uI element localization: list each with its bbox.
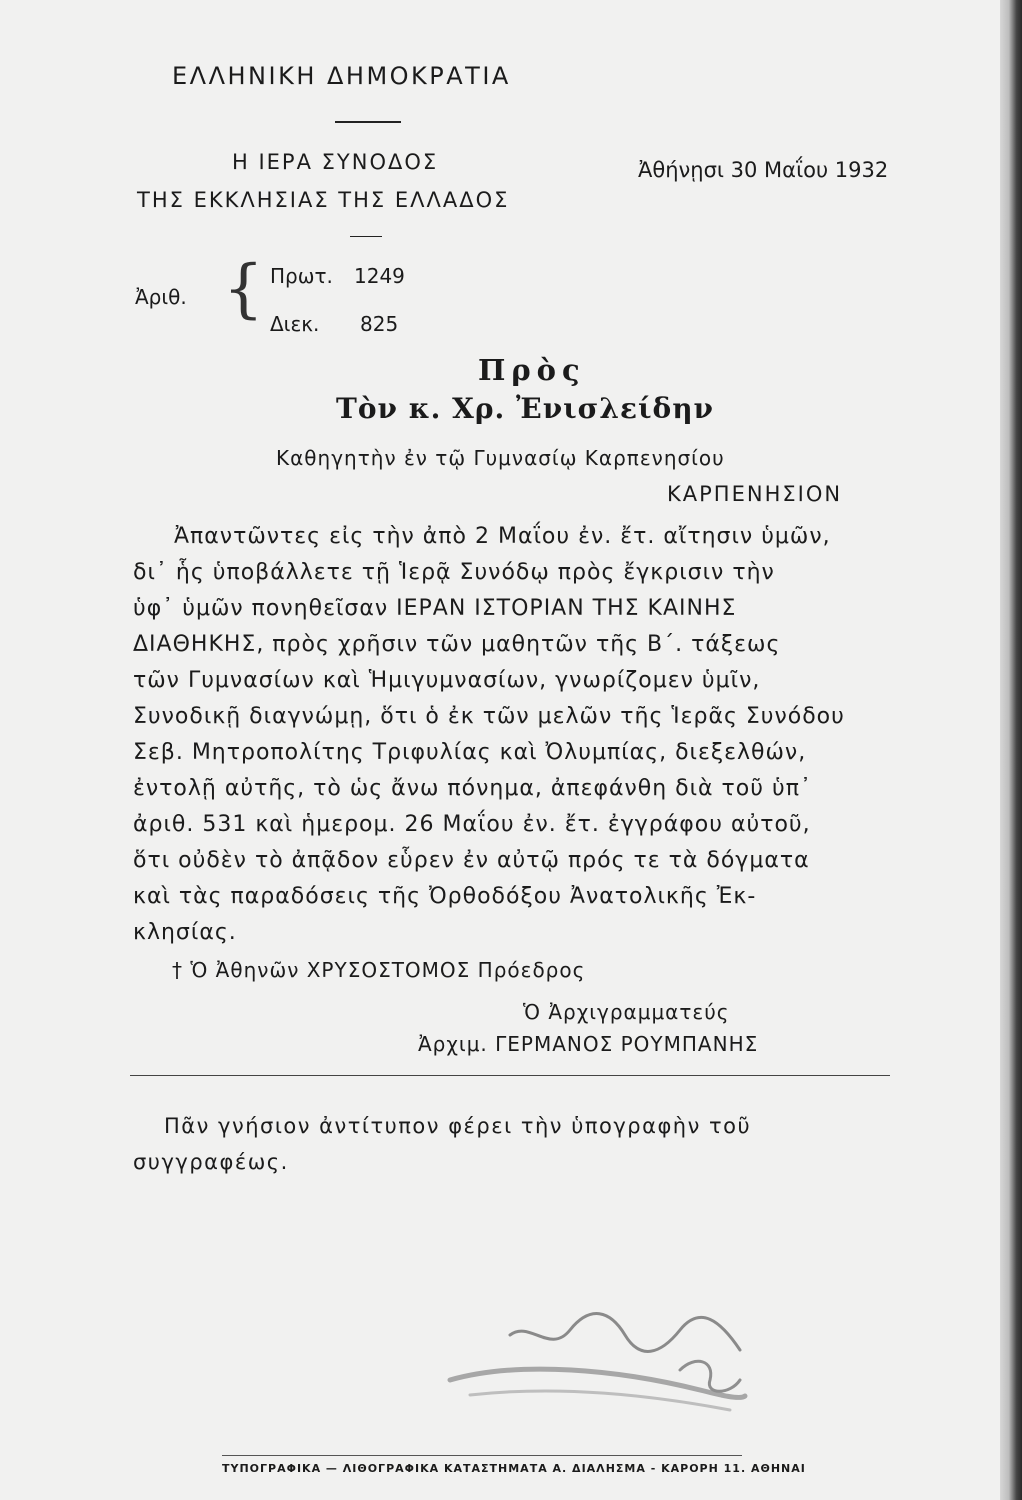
reference-label: Ἀριθ. <box>135 285 187 309</box>
office-line-2: ΤΗΣ ΕΚΚΛΗΣΙΑΣ ΤΗΣ ΕΛΛΑΔΟΣ <box>137 188 510 212</box>
protocol-label: Πρωτ. <box>270 264 333 288</box>
authenticity-note-line-2: συγγραφέως. <box>133 1150 289 1174</box>
body-line: δι᾽ ἧς ὑποβάλλετε τῇ Ἱερᾷ Συνόδῳ πρὸς ἔγκρισιν τὴν <box>133 560 775 585</box>
secretary-name: Ἀρχιμ. ΓΕΡΜΑΝΟΣ ΡΟΥΜΠΑΝΗΣ <box>418 1032 759 1056</box>
body-line: ΔΙΑΘΗΚΗΣ, πρὸς χρῆσιν τῶν μαθητῶν τῆς Β΄. τάξεως <box>133 632 781 657</box>
body-line: ἐντολῇ αὐτῆς, τὸ ὡς ἄνω πόνημα, ἀπεφάνθη διὰ τοῦ ὑπ᾽ <box>133 776 812 801</box>
dispatch-label: Διεκ. <box>270 312 320 336</box>
body-line: κλησίας. <box>133 920 237 945</box>
body-line: τῶν Γυμνασίων καὶ Ἡμιγυμνασίων, γνωρίζομεν ὑμῖν, <box>133 668 761 693</box>
document-date: Ἀθήνῃσι 30 Μαΐου 1932 <box>638 158 889 182</box>
body-line: ὅτι οὐδὲν τὸ ἀπᾷδον εὗρεν ἐν αὐτῷ πρός τε τὰ δόγματα <box>133 848 810 873</box>
letterhead: ΕΛΛΗΝΙΚΗ ΔΗΜΟΚΡΑΤΙΑ <box>172 62 511 90</box>
office-line-1: Η ΙΕΡΑ ΣΥΝΟΔΟΣ <box>232 150 439 174</box>
president-signature: † Ὁ Ἀθηνῶν ΧΡΥΣΟΣΤΟΜΟΣ Πρόεδρος <box>172 958 586 982</box>
pencil-signature <box>440 1300 760 1420</box>
body-line: Ἀπαντῶντες εἰς τὴν ἀπὸ 2 Μαΐου ἐν. ἔτ. αἴτησιν ὑμῶν, <box>174 524 831 549</box>
body-line: καὶ τὰς παραδόσεις τῆς Ὀρθοδόξου Ἀνατολικῆς Ἐκ- <box>133 884 757 909</box>
reference-brace: { <box>223 252 264 326</box>
letterhead-rule <box>335 121 401 123</box>
dispatch-number: 825 <box>360 312 399 336</box>
recipient-heading: Πρὸς <box>478 353 586 387</box>
recipient-name: Τὸν κ. Χρ. Ἐνισλείδην <box>336 392 714 425</box>
printer-imprint: ΤΥΠΟΓΡΑΦΙΚΑ — ΛΙΘΟΓΡΑΦΙΚΑ ΚΑΤΑΣΤΗΜΑΤΑ Α. ΔΙΑΛΗΣΜΑ - ΚΑΡΟΡΗ 11. ΑΘΗΝΑΙ <box>222 1462 806 1475</box>
scan-edge <box>1000 0 1022 1500</box>
section-divider <box>130 1075 890 1076</box>
body-line: Σεβ. Μητροπολίτης Τριφυλίας καὶ Ὀλυμπίας, διεξελθών, <box>133 740 807 765</box>
office-rule <box>350 236 382 237</box>
recipient-city: ΚΑΡΠΕΝΗΣΙΟΝ <box>667 482 843 506</box>
footer-rule <box>222 1455 742 1456</box>
body-line: ὑφ᾽ ὑμῶν πονηθεῖσαν ΙΕΡΑΝ ΙΣΤΟΡΙΑΝ ΤΗΣ ΚΑΙΝΗΣ <box>133 596 737 621</box>
recipient-role: Καθηγητὴν ἐν τῷ Γυμνασίῳ Καρπενησίου <box>276 446 725 470</box>
body-line: Συνοδικῇ διαγνώμῃ, ὅτι ὁ ἐκ τῶν μελῶν τῆς Ἱερᾶς Συνόδου <box>133 704 845 729</box>
protocol-number: 1249 <box>354 264 405 288</box>
authenticity-note-line-1: Πᾶν γνήσιον ἀντίτυπον φέρει τὴν ὑπογραφὴν τοῦ <box>164 1114 752 1138</box>
body-line: ἀριθ. 531 καὶ ἡμερομ. 26 Μαΐου ἐν. ἔτ. ἐγγράφου αὐτοῦ, <box>133 812 811 837</box>
secretary-title: Ὁ Ἀρχιγραμματεύς <box>523 1000 730 1024</box>
